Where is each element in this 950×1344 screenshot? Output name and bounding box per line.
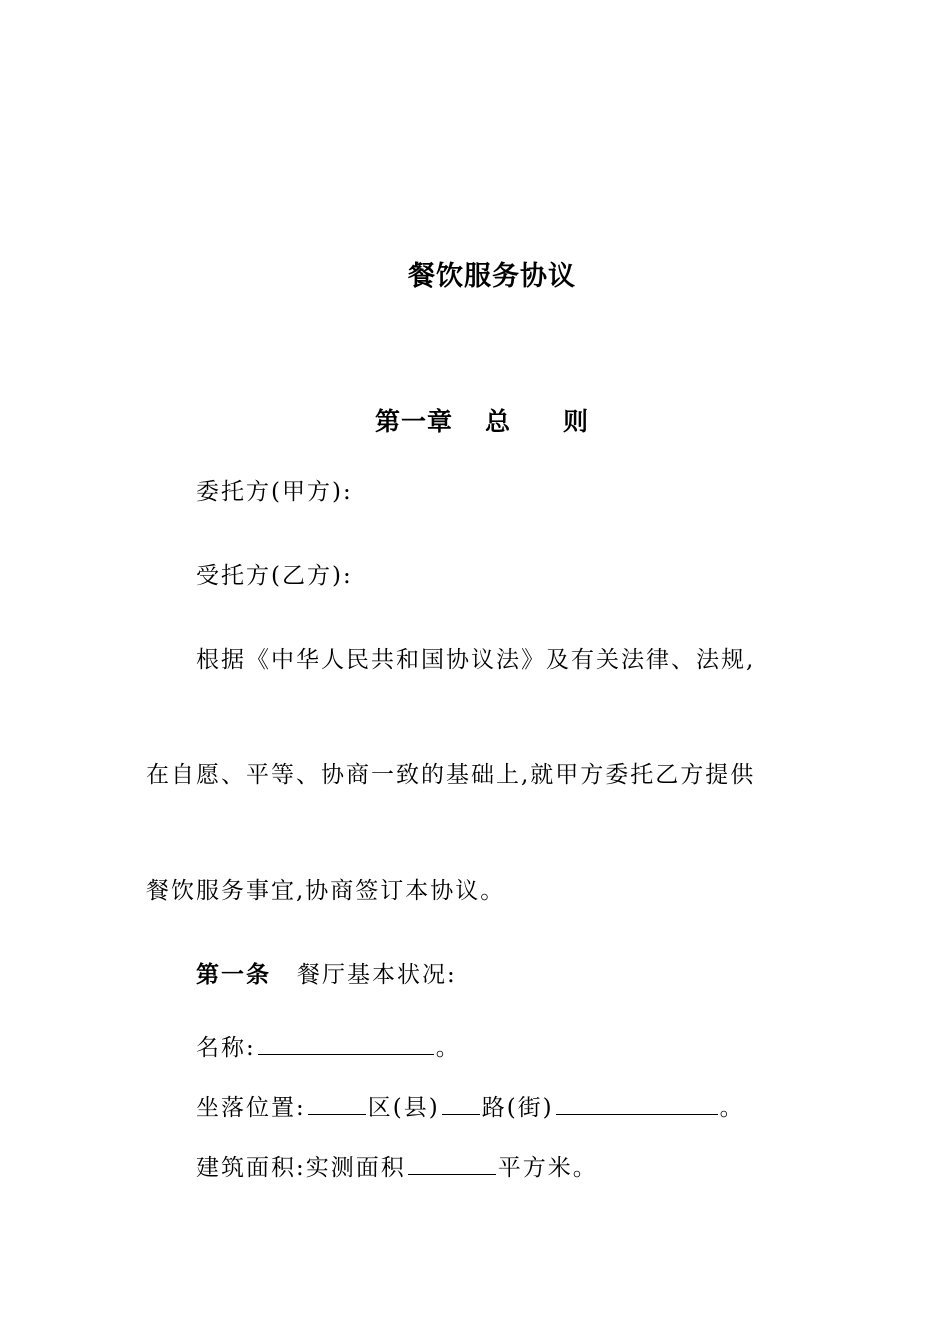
name-field-line [196,1032,461,1063]
preamble-line-2: 在自愿、平等、协商一致的基础上,就甲方委托乙方提供 [146,762,756,788]
name-blank[interactable] [258,1032,434,1055]
area-unit: 平方米。 [497,1155,598,1181]
preamble-line-1: 根据《中华人民共和国协议法》及有关法律、法规, [196,647,756,673]
preamble-line-3: 餐饮服务事宜,协商签订本协议。 [146,878,506,904]
chapter-heading [375,402,589,438]
area-blank[interactable] [408,1152,496,1175]
road-blank[interactable] [442,1092,480,1115]
location-label: 坐落位置: [196,1095,306,1121]
location-end: 。 [719,1095,745,1121]
article-1-heading [196,960,457,990]
area-field-line [196,1152,598,1183]
article-1-title: 餐厅基本状况: [297,962,457,988]
area-label: 建筑面积: [196,1155,306,1181]
road-label: 路(街) [481,1095,554,1121]
location-field-line [196,1092,745,1123]
chapter-word-1: 总 [485,407,512,436]
chapter-label: 第一章 [375,407,454,436]
party-a-line: 委托方(甲方): [196,479,353,505]
location-detail-blank[interactable] [556,1092,718,1115]
party-b-line: 受托方(乙方): [196,563,353,589]
district-blank[interactable] [308,1092,366,1115]
name-end: 。 [435,1035,461,1061]
document-title: 餐饮服务协议 [408,261,576,292]
article-1-label: 第一条 [196,961,271,988]
name-label: 名称: [196,1035,256,1061]
district-label: 区(县) [367,1095,440,1121]
area-measured-label: 实测面积 [305,1155,406,1181]
chapter-word-2: 则 [563,407,590,436]
